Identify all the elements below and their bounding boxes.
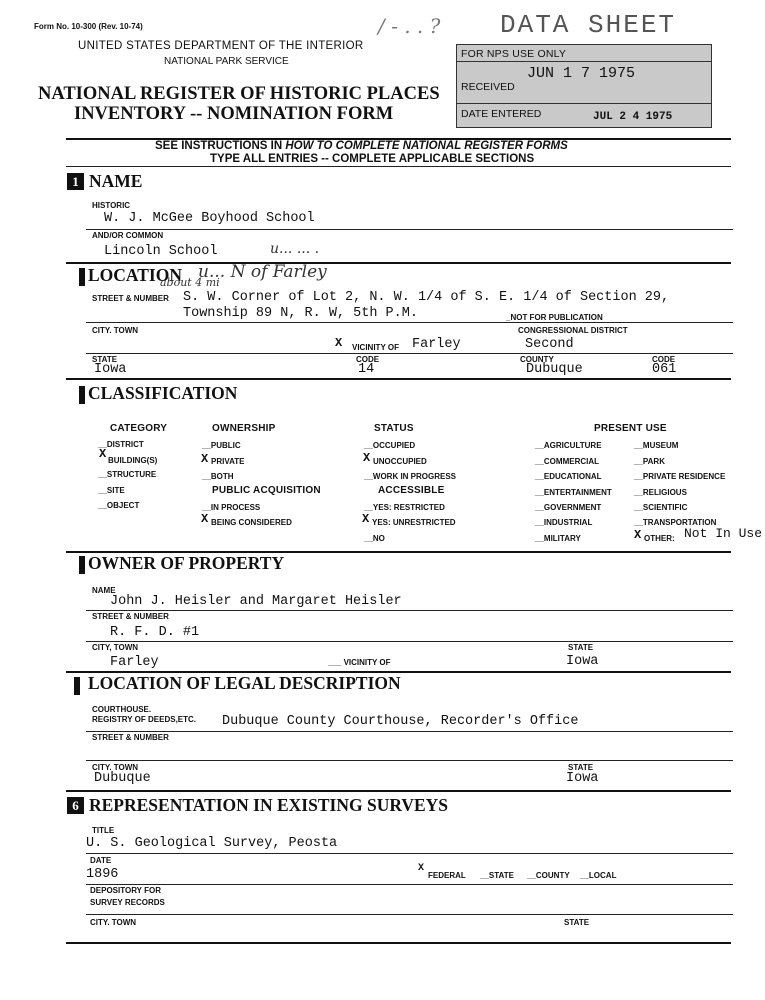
owner-state: Iowa xyxy=(566,654,599,669)
category-object: __OBJECT xyxy=(98,501,140,510)
ownership-header: OWNERSHIP xyxy=(212,423,276,434)
location-street-1: S. W. Corner of Lot 2, N. W. 1/4 of S. E. 1/4 of Section 29, xyxy=(183,290,670,305)
use-agriculture: __AGRICULTURE xyxy=(535,441,602,450)
rule xyxy=(86,914,733,915)
county-value: Dubuque xyxy=(526,362,583,377)
section-6-number: 6 xyxy=(67,797,84,814)
accessible-unrestricted: YES: UNRESTRICTED xyxy=(372,518,456,527)
category-building: BUILDING(S) xyxy=(108,456,158,465)
use-park: __PARK xyxy=(634,457,665,466)
ownership-private: PRIVATE xyxy=(211,457,245,466)
survey-local: __LOCAL xyxy=(580,871,617,880)
survey-title-label: TITLE xyxy=(92,826,115,835)
category-district: __DISTRICT xyxy=(98,440,144,449)
section-6-title: REPRESENTATION IN EXISTING SURVEYS xyxy=(89,795,449,815)
registry-label: REGISTRY OF DEEDS,ETC. xyxy=(92,715,197,724)
unrestricted-check: X xyxy=(362,512,370,526)
use-government: __GOVERNMENT xyxy=(535,503,602,512)
handwritten-top-mark: / - . . ? xyxy=(378,14,441,38)
section-2-title: LOCATION xyxy=(88,265,182,285)
ownership-public: __PUBLIC xyxy=(202,441,241,450)
nps-use-only-box xyxy=(456,44,712,128)
code-label: CODE xyxy=(356,355,380,364)
nps-header: FOR NPS USE ONLY xyxy=(461,48,567,60)
section-4-title: OWNER OF PROPERTY xyxy=(88,553,285,573)
section-2-marker xyxy=(79,268,85,286)
common-name: Lincoln School xyxy=(104,244,218,259)
county-code-label: CODE xyxy=(652,355,676,364)
owner-vicinity-label: ___ VICINITY OF xyxy=(328,658,391,667)
state-value: Iowa xyxy=(94,362,127,377)
owner-city-label: CITY, TOWN xyxy=(92,643,139,652)
rule xyxy=(86,641,733,642)
owner-state-label: STATE xyxy=(568,643,594,652)
depository-state-label: STATE xyxy=(564,918,590,927)
section-5-title: LOCATION OF LEGAL DESCRIPTION xyxy=(88,673,401,693)
survey-county: __COUNTY xyxy=(527,871,570,880)
data-sheet-stamp: DATA SHEET xyxy=(500,10,677,40)
survey-title: U. S. Geological Survey, Peosta xyxy=(86,836,338,851)
form-title-line-2: INVENTORY -- NOMINATION FORM xyxy=(74,104,394,124)
form-title-line-1: NATIONAL REGISTER OF HISTORIC PLACES xyxy=(38,84,440,104)
instructions-line-2: TYPE ALL ENTRIES -- COMPLETE APPLICABLE SECTIONS xyxy=(210,153,535,165)
vicinity-label: VICINITY OF xyxy=(352,343,399,352)
courthouse-value: Dubuque County Courthouse, Recorder's Office xyxy=(222,714,579,729)
instructions-divider xyxy=(66,166,731,167)
county-label: COUNTY xyxy=(520,355,554,364)
acq-in-process: __IN PROCESS xyxy=(202,503,261,512)
common-label: AND/OR COMMON xyxy=(92,231,164,240)
accessible-header: ACCESSIBLE xyxy=(378,485,445,496)
common-handwritten-note: u... ... . xyxy=(270,241,320,257)
rule xyxy=(86,884,733,885)
rule xyxy=(66,378,731,380)
acq-being-considered: BEING CONSIDERED xyxy=(211,518,292,527)
legal-city-label: CITY. TOWN xyxy=(92,763,139,772)
use-scientific: __SCIENTIFIC xyxy=(634,503,688,512)
congress-value: Second xyxy=(525,337,574,352)
legal-state-label: STATE xyxy=(568,763,594,772)
depository-label-2: SURVEY RECORDS xyxy=(90,898,165,907)
status-work-in-progress: __WORK IN PROGRESS xyxy=(364,472,457,481)
owner-city: Farley xyxy=(110,655,159,670)
category-site: __SITE xyxy=(98,486,125,495)
rule xyxy=(86,322,733,323)
building-check: X xyxy=(99,447,107,461)
instructions-line-1 xyxy=(155,140,568,152)
county-code-value: 061 xyxy=(652,362,677,377)
use-other-value: Not In Use xyxy=(684,526,763,541)
owner-name: John J. Heisler and Margaret Heisler xyxy=(110,594,402,609)
service-name: NATIONAL PARK SERVICE xyxy=(164,56,289,67)
form-number: Form No. 10-300 (Rev. 10-74) xyxy=(34,22,143,31)
rule xyxy=(86,229,733,230)
congress-label: CONGRESSIONAL DISTRICT xyxy=(518,326,628,335)
owner-name-label: NAME xyxy=(92,586,116,595)
rule xyxy=(66,942,731,944)
legal-state: Iowa xyxy=(566,771,599,786)
federal-check: X xyxy=(418,863,425,874)
being-considered-check: X xyxy=(201,512,209,526)
depository-city-label: CITY. TOWN xyxy=(90,918,137,927)
received-stamp: JUN 1 7 1975 xyxy=(527,65,636,82)
rule xyxy=(86,760,733,761)
section-3-marker xyxy=(79,386,85,404)
courthouse-label: COURTHOUSE. xyxy=(92,705,152,714)
state-label: STATE xyxy=(92,355,118,364)
received-label: RECEIVED xyxy=(461,81,515,93)
vicinity-value: Farley xyxy=(412,337,461,352)
use-other: OTHER: xyxy=(644,534,675,543)
legal-street-label: STREET & NUMBER xyxy=(92,733,169,742)
owner-street-label: STREET & NUMBER xyxy=(92,612,169,621)
status-occupied: __OCCUPIED xyxy=(364,441,416,450)
city-label: CITY. TOWN xyxy=(92,326,139,335)
historic-name: W. J. McGee Boyhood School xyxy=(104,211,315,226)
rule xyxy=(66,790,731,792)
use-commercial: __COMMERCIAL xyxy=(535,457,600,466)
state-code-value: 14 xyxy=(358,362,375,377)
ownership-both: __BOTH xyxy=(202,472,234,481)
other-check: X xyxy=(634,528,642,542)
use-museum: __MUSEUM xyxy=(634,441,679,450)
owner-street: R. F. D. #1 xyxy=(110,625,200,640)
location-street-2: Township 89 N, R. W, 5th P.M. xyxy=(183,306,418,321)
survey-date: 1896 xyxy=(86,867,119,882)
location-handwritten-note: u... N of Farley xyxy=(198,262,327,282)
accessible-no: __NO xyxy=(364,534,385,543)
vicinity-check: X xyxy=(335,336,343,350)
status-header: STATUS xyxy=(374,423,414,434)
department-name: UNITED STATES DEPARTMENT OF THE INTERIOR xyxy=(78,40,364,52)
location-handwritten-note-2: about 4 mi xyxy=(160,276,220,289)
rule xyxy=(86,731,733,732)
rule xyxy=(86,853,733,854)
use-industrial: __INDUSTRIAL xyxy=(535,518,593,527)
not-for-publication: _NOT FOR PUBLICATION xyxy=(506,313,603,322)
instructions-italic: HOW TO COMPLETE NATIONAL REGISTER FORMS xyxy=(285,140,568,152)
category-structure: __STRUCTURE xyxy=(98,470,157,479)
rule xyxy=(86,353,733,354)
rule xyxy=(86,610,733,611)
instructions-text: SEE INSTRUCTIONS IN xyxy=(155,140,286,152)
section-1-number: 1 xyxy=(67,173,84,190)
use-transportation: __TRANSPORTATION xyxy=(634,518,717,527)
section-3-title: CLASSIFICATION xyxy=(88,383,238,403)
depository-label-1: DEPOSITORY FOR xyxy=(90,886,161,895)
public-acquisition-header: PUBLIC ACQUISITION xyxy=(212,485,321,496)
private-check: X xyxy=(201,452,209,466)
unoccupied-check: X xyxy=(363,451,371,465)
use-military: __MILITARY xyxy=(535,534,581,543)
use-entertainment: __ENTERTAINMENT xyxy=(535,488,612,497)
use-educational: __EDUCATIONAL xyxy=(535,472,602,481)
date-entered-stamp: JUL 2 4 1975 xyxy=(593,111,673,123)
section-5-marker xyxy=(74,677,80,695)
legal-city: Dubuque xyxy=(94,771,151,786)
survey-federal: FEDERAL xyxy=(428,871,466,880)
category-header: CATEGORY xyxy=(110,423,168,434)
use-religious: __RELIGIOUS xyxy=(634,488,687,497)
status-unoccupied: UNOCCUPIED xyxy=(373,457,427,466)
street-label: STREET & NUMBER xyxy=(92,294,169,303)
accessible-restricted: __YES: RESTRICTED xyxy=(364,503,445,512)
section-1-title: NAME xyxy=(89,171,143,191)
section-4-marker xyxy=(79,556,85,574)
rule xyxy=(66,262,731,264)
date-entered-label: DATE ENTERED xyxy=(461,108,542,120)
historic-label: HISTORIC xyxy=(92,201,131,210)
survey-date-label: DATE xyxy=(90,856,112,865)
survey-state: __STATE xyxy=(480,871,514,880)
present-use-header: PRESENT USE xyxy=(594,423,667,434)
use-private-residence: __PRIVATE RESIDENCE xyxy=(634,472,726,481)
